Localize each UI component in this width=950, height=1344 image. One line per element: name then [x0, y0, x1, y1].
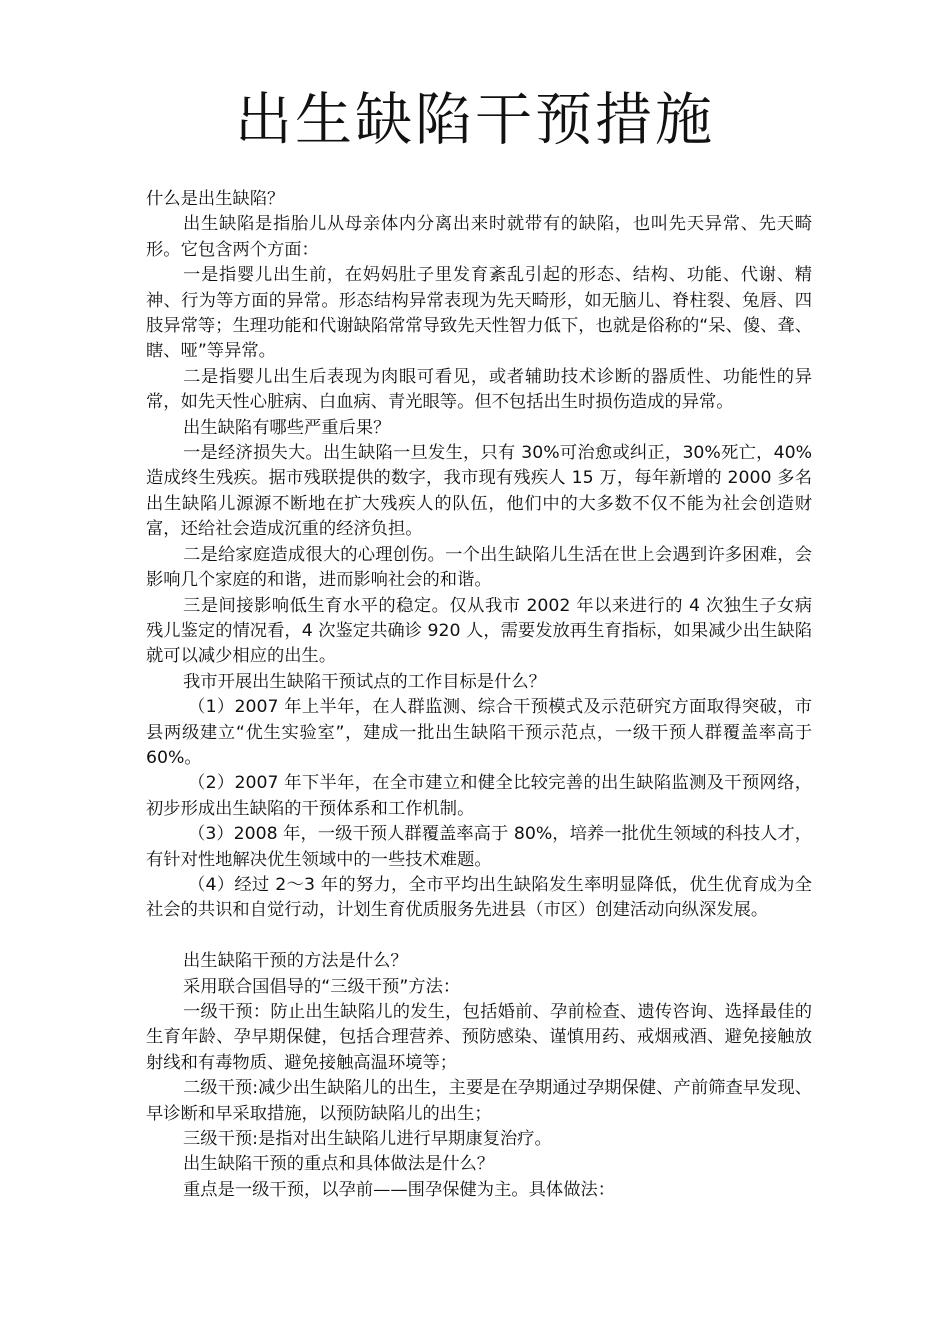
focus-paragraph: 重点是一级干预，以孕前——围孕保健为主。具体做法：: [183, 1179, 616, 1200]
question-intervention-method: 出生缺陷干预的方法是什么？: [183, 951, 408, 972]
question-work-goals: 我市开展出生缺陷干预试点的工作目标是什么？: [183, 671, 546, 692]
definition-paragraph: 出生缺陷是指胎儿从母亲体内分离出来时就带有的缺陷，也叫先天异常、先天畸形。它包含两个方面：: [146, 214, 812, 260]
consequence-economic-paragraph: 一是经济损失大。出生缺陷一旦发生，只有 30%可治愈或纠正，30%死亡，40%造成终生残疾。据市残联提供的数字，我市现有残疾人 15 万，每年新增的 2000 多名出生缺陷儿源源不断地在扩大残疾人的队伍，他们中的大多数不仅不能为社会创造财富，还给社会造成沉重的经济负担。: [146, 443, 812, 540]
aspect-two-paragraph: 二是指婴儿出生后表现为肉眼可看见，或者辅助技术诊断的器质性、功能性的异常，如先天性心脏病、白血病、青光眼等。但不包括出生时损伤造成的异常。: [146, 366, 812, 413]
document-title: 出生缺陷干预措施: [235, 87, 715, 153]
consequence-fertility-paragraph: 三是间接影响低生育水平的稳定。仅从我市 2002 年以来进行的 4 次独生子女病残儿鉴定的情况看，4 次鉴定共确诊 920 人，需要发放再生育指标，如果减少出生缺陷就可以减少相应的出生。: [146, 595, 812, 667]
secondary-intervention-paragraph: 二级干预:减少出生缺陷儿的出生，主要是在孕期通过孕期保健、产前筛查早发现、早诊断和早采取措施，以预防缺陷儿的出生；: [146, 1078, 812, 1124]
primary-intervention-paragraph: 一级干预：防止出生缺陷儿的发生，包括婚前、孕前检查、遗传咨询、选择最佳的生育年龄、孕早期保健，包括合理营养、预防感染、谨慎用药、戒烟戒酒、避免接触放射线和有毒物质、避免接触高温环境等；: [146, 1001, 812, 1073]
question-consequences: 出生缺陷有哪些严重后果？: [183, 417, 391, 438]
question-what-is-birth-defect: 什么是出生缺陷？: [146, 189, 285, 209]
consequence-family-paragraph: 二是给家庭造成很大的心理创伤。一个出生缺陷儿生活在世上会遇到许多困难，会影响几个家庭的和谐，进而影响社会的和谐。: [146, 544, 812, 591]
goal-item-3: （3）2008 年，一级干预人群覆盖率高于 80%，培养一批优生领域的科技人才，有针对性地解决优生领域中的一些技术难题。: [146, 824, 812, 870]
aspect-one-paragraph: 一是指婴儿出生前，在妈妈肚子里发育紊乱引起的形态、结构、功能、代谢、精神、行为等方面的异常。形态结构异常表现为先天畸形，如无脑儿、脊柱裂、兔唇、四肢异常等；生理功能和代谢缺陷常常导致先天性智力低下，也就是俗称的“呆、傻、聋、瞎、哑”等异常。: [146, 265, 812, 362]
method-intro-paragraph: 采用联合国倡导的“三级干预”方法：: [183, 976, 461, 997]
goal-item-1: （1）2007 年上半年，在人群监测、综合干预模式及示范研究方面取得突破，市县两级建立“优生实验室”，建成一批出生缺陷干预示范点，一级干预人群覆盖率高于 60%。: [146, 697, 812, 768]
blank-line: [146, 924, 812, 949]
document-body: [146, 187, 812, 1203]
tertiary-intervention-paragraph: 三级干预:是指对出生缺陷儿进行早期康复治疗。: [183, 1129, 552, 1150]
goal-item-2: （2）2007 年下半年，在全市建立和健全比较完善的出生缺陷监测及干预网络，初步形成出生缺陷的干预体系和工作机制。: [146, 773, 812, 819]
goal-item-4: （4）经过 2～3 年的努力，全市平均出生缺陷发生率明显降低，优生优育成为全社会的共识和自觉行动，计划生育优质服务先进县（市区）创建活动向纵深发展。: [146, 874, 812, 921]
question-focus-and-practice: 出生缺陷干预的重点和具体做法是什么？: [183, 1154, 495, 1175]
